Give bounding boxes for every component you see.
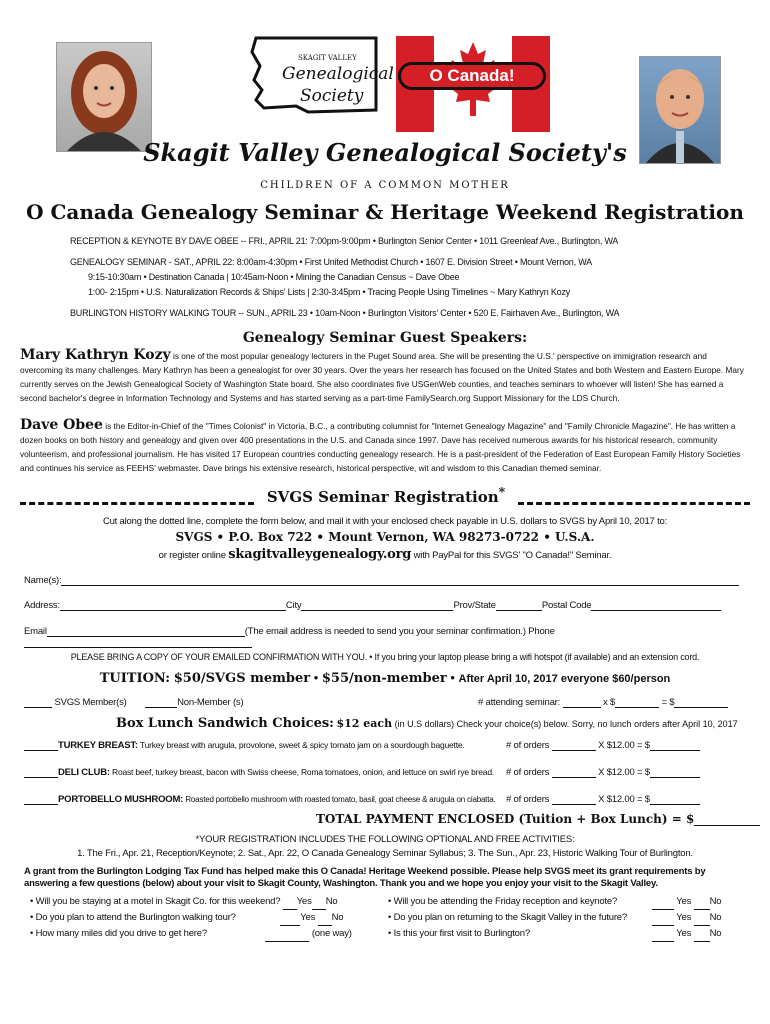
survey-q2: Do you plan to attend the Burlington walking tour? (35, 912, 236, 923)
lunch-row-portobello (24, 794, 746, 805)
schedule-seminar-3: 1:00- 2:15pm • U.S. Naturalization Records & Ships' Lists | 2:30-3:45pm • Tracing People Using Timelines ~ Mary Kathryn Kozy (88, 287, 571, 297)
survey-q5: Do you plan on returning to the Skagit Valley in the future? (393, 912, 627, 923)
lunch-orders-label-deli: # of orders (506, 767, 550, 778)
email-field[interactable] (47, 626, 245, 637)
speaker-photo-mary-kathryn-kozy (56, 42, 152, 152)
cut-instructions: Cut along the dotted line, complete the form below, and mail it with your enclosed check payable in U.S. dollars to SVGS by April 10, 2017 to: (102, 516, 668, 527)
schedule-seminar-2: 9:15-10:30am • Destination Canada | 10:45am-Noon • Mining the Canadian Census ~ Dave Obee (88, 272, 460, 282)
lunch-total-field-portobello[interactable] (650, 794, 700, 805)
online-suffix: with PayPal for this SVGS' "O Canada!" Seminar. (413, 550, 612, 561)
lunch-orders-label-portobello: # of orders (506, 794, 550, 805)
q1-no-field[interactable] (312, 899, 326, 910)
o-canada-banner (398, 62, 546, 90)
attending-count-field[interactable] (563, 697, 601, 708)
lunch-check-turkey[interactable] (24, 740, 58, 751)
main-title: O Canada Genealogy Seminar & Heritage Weekend Registration (26, 200, 744, 224)
society-title: Skagit Valley Genealogical Society's (143, 138, 627, 167)
survey-q1: Will you be staying at a motel in Skagit Co. for this weekend? (35, 896, 281, 907)
lunch-name-portobello: PORTOBELLO MUSHROOM: (58, 794, 184, 805)
registration-asterisk: * (498, 484, 506, 499)
names-field[interactable] (61, 575, 739, 586)
survey-q4-row: • Will you be attending the Friday reception and keynote? Yes No (388, 894, 748, 910)
lunch-heading-row (116, 716, 738, 731)
logo-text-line-1: SKAGIT VALLEY (298, 54, 357, 62)
lunch-price-note: (in U.S dollars) (394, 719, 455, 729)
q4-yes-field[interactable] (652, 899, 674, 910)
tagline: CHILDREN OF A COMMON MOTHER (260, 180, 510, 191)
speakers-heading: Genealogy Seminar Guest Speakers: (242, 330, 528, 346)
lunch-total-field-deli[interactable] (650, 767, 700, 778)
online-registration (0, 547, 770, 562)
canada-flag (396, 36, 550, 132)
member-label: SVGS Member(s) (54, 697, 127, 708)
total-label: TOTAL PAYMENT ENCLOSED (Tuition + Box Lunch) = $ (316, 812, 695, 826)
lunch-price-turkey: X $12.00 = $ (598, 740, 650, 751)
q2-no-field[interactable] (318, 915, 332, 926)
included-items: 1. The Fri., Apr. 21, Reception/Keynote; 2. Sat., Apr. 22, O Canada Genealogy Seminar Syllabus; 3. The Sun., Apr. 23, Historic Walking Tour of Burlington. (77, 848, 693, 859)
cut-line-right (518, 502, 750, 505)
lunch-row-deli (24, 767, 746, 778)
names-row (24, 575, 739, 586)
lunch-orders-field-deli[interactable] (552, 767, 596, 778)
attending-total-field[interactable] (674, 697, 728, 708)
attending-price-field[interactable] (615, 697, 659, 708)
q4-no-field[interactable] (694, 899, 710, 910)
lunch-total-field-turkey[interactable] (650, 740, 700, 751)
nonmember-count-field[interactable] (145, 697, 177, 708)
attending-equals: = (661, 697, 667, 708)
address-label: Address: (24, 600, 60, 611)
lunch-price-portobello: X $12.00 = $ (598, 794, 650, 805)
q5-yes: Yes (676, 912, 692, 923)
mailing-address: SVGS • P.O. Box 722 • Mount Vernon, WA 98273-0722 • U.S.A. (175, 530, 595, 544)
schedule-walking-tour: BURLINGTON HISTORY WALKING TOUR -- SUN., APRIL 23 • 10am-Noon • Burlington Visitors' Center • 520 E. Fairhaven Ave., Burlington, WA (70, 308, 620, 318)
speaker-bio-mkk (20, 348, 750, 405)
q1-yes: Yes (296, 896, 312, 907)
email-label: Email (24, 626, 47, 637)
lunch-desc-portobello: Roasted portobello mushroom with roasted tomato, basil, goat cheese & arugula on ciabatta. (185, 795, 496, 804)
postal-field[interactable] (591, 600, 721, 611)
o-canada-banner-text: O Canada! (429, 66, 515, 85)
tuition-label: TUITION: (99, 671, 171, 686)
lunch-row-turkey (24, 740, 746, 751)
attending-label: # attending seminar: (478, 697, 561, 708)
q6-yes: Yes (676, 928, 692, 939)
q1-no: No (325, 896, 338, 907)
q5-yes-field[interactable] (652, 915, 674, 926)
q3-miles-field[interactable] (265, 931, 309, 942)
website-link[interactable]: skagitvalleygenealogy.org (228, 547, 412, 562)
q5-no: No (709, 912, 722, 923)
lunch-check-deli[interactable] (24, 767, 58, 778)
survey-q5-row: • Do you plan on returning to the Skagit Valley in the future? Yes No (388, 910, 748, 926)
speaker-name-obee: Dave Obee (20, 417, 103, 433)
lunch-instruction: Check your choice(s) below. Sorry, no lunch orders after April 10, 2017 (456, 719, 738, 729)
attendance-row (24, 697, 746, 708)
lunch-name-deli: DELI CLUB: (58, 767, 110, 778)
tuition-late: After April 10, 2017 everyone $60/person (458, 673, 671, 685)
address-field[interactable] (60, 600, 286, 611)
attending-x: x (603, 697, 608, 708)
tuition-member: $50/SVGS member (173, 671, 311, 686)
attending-dollar: $ (610, 697, 616, 708)
tuition-nonmember: $55/non-member (321, 671, 447, 686)
survey-q3-row: • How many miles did you drive to get here? (one way) (30, 926, 380, 942)
province-label: Prov/State (453, 600, 496, 611)
member-count-field[interactable] (24, 697, 52, 708)
survey-q1-row: • Will you be staying at a motel in Skagit Co. for this weekend? Yes No (30, 894, 380, 910)
q6-yes-field[interactable] (652, 931, 674, 942)
cut-line-left (20, 502, 254, 505)
lunch-name-turkey: TURKEY BREAST: (58, 740, 138, 751)
survey-q3: How many miles did you drive to get here? (35, 928, 207, 939)
lunch-price-deli: X $12.00 = $ (598, 767, 650, 778)
total-field[interactable] (694, 815, 760, 826)
address-row (24, 600, 721, 611)
lunch-desc-deli: Roast beef, turkey breast, bacon with Swiss cheese, Roma tomatoes, onion, and lettuce on swirl rye bread. (112, 767, 495, 777)
city-label: City (285, 600, 302, 611)
lunch-price: $12 each (336, 717, 393, 730)
registration-heading (254, 484, 518, 506)
speaker-name-mkk: Mary Kathryn Kozy (20, 347, 171, 363)
survey-left (30, 894, 380, 942)
schedule-reception: RECEPTION & KEYNOTE BY DAVE OBEE -- FRI., APRIL 21: 7:00pm-9:00pm • Burlington Senior Center • 1011 Greenleaf Ave., Burlington, WA (70, 236, 619, 246)
included-note: *YOUR REGISTRATION INCLUDES THE FOLLOWING OPTIONAL AND FREE ACTIVITIES: (195, 834, 575, 845)
lunch-orders-field-portobello[interactable] (552, 794, 596, 805)
phone-field[interactable] (24, 637, 252, 648)
q4-no: No (709, 896, 722, 907)
survey-q6-row: • Is this your first visit to Burlington? Yes No (388, 926, 748, 942)
svgs-logo (236, 30, 394, 122)
q5-no-field[interactable] (694, 915, 710, 926)
province-field[interactable] (496, 600, 542, 611)
attending-total-dollar: $ (669, 697, 675, 708)
tuition-row: TUITION: $50/SVGS member • $55/non-member • After April 10, 2017 everyone $60/person (99, 670, 671, 686)
speaker-bio-obee (20, 418, 750, 475)
email-note: (The email address is needed to send you your seminar confirmation.) Phone (244, 626, 555, 637)
q6-no-field[interactable] (694, 931, 710, 942)
survey-q6: Is this your first visit to Burlington? (393, 928, 530, 939)
survey-q2-row: • Do you plan to attend the Burlington walking tour? Yes No (30, 910, 380, 926)
online-prefix: or register online (158, 550, 226, 561)
schedule-seminar-1: GENEALOGY SEMINAR - SAT., APRIL 22: 8:00am-4:30pm • First United Methodist Church • 1607 E. Division Street • Mount Vernon, WA (70, 257, 592, 267)
confirmation-note: PLEASE BRING A COPY OF YOUR EMAILED CONFIRMATION WITH YOU. • If you bring your laptop please bring a wifi hotspot (if available) and an extension cord. (70, 652, 700, 662)
nonmember-label: Non-Member (s) (177, 697, 244, 708)
city-field[interactable] (301, 600, 453, 611)
q6-no: No (709, 928, 722, 939)
survey-right (388, 894, 748, 942)
email-row (24, 626, 770, 648)
logo-text-line-3: Society (300, 86, 364, 106)
lunch-check-portobello[interactable] (24, 794, 58, 805)
q2-yes-field[interactable] (280, 915, 300, 926)
survey-q4: Will you be attending the Friday reception and keynote? (393, 896, 618, 907)
q2-yes: Yes (300, 912, 316, 923)
lunch-desc-turkey: Turkey breast with arugula, provolone, sweet & spicy tomato jam on a sourdough baguette. (139, 740, 465, 750)
survey-intro: A grant from the Burlington Lodging Tax Fund has helped make this O Canada! Heritage Weekend possible. Please help SVGS meet its grant requirements by answering a few questions (below) about your visit to Skagit County, Washington. Thank you and we hope you enjoy your visit to the Skagit Valley. (24, 866, 706, 889)
total-row (316, 812, 760, 826)
logo-text-line-2: Genealogical (282, 64, 394, 84)
lunch-orders-field-turkey[interactable] (552, 740, 596, 751)
speaker-bio-mkk-text: is one of the most popular genealogy lecturers in the Puget Sound area. She will be presenting the U.S.' perspective on immigration research and overcoming its many challenges. Mary Kathryn has been a genealogist for over 30 years. Over the years her research has focused on the United States and both Western and Eastern Europe. Mary currently serves on the Jewish Genealogical Society of Washington State board. She also coordinates five USGenWeb counties, and teaches seminars to whoever will listen! She has earned a second bachelor's degree in Information Technology and Systems and has started serving as a part-time FamilySearch.org Support Missionary for the LDS Church. (20, 351, 744, 403)
q1-yes-field[interactable] (283, 899, 297, 910)
names-label: Name(s): (24, 575, 62, 586)
q4-yes: Yes (676, 896, 692, 907)
q3-one-way: (one way) (311, 928, 352, 939)
lunch-orders-label-turkey: # of orders (506, 740, 550, 751)
lunch-heading: Box Lunch Sandwich Choices: (116, 716, 334, 731)
postal-label: Postal Code (541, 600, 592, 611)
q2-no: No (331, 912, 344, 923)
speaker-bio-obee-text: is the Editor-in-Chief of the "Times Colonist" in Victoria, B.C., a contributing columnist for "Internet Genealogy Magazine" and "Family Chronicle Magazine". He has written a dozen books on both history and genealogy and given over 400 presentations in the U.S. and Canada since 1997. Dave has received numerous awards for his historical research, community volunteerism, and professional journalism. He has visited 17 European countries conducting genealogy research. He is a past-president of the Federation of East European Family History Societies and continues his service as FEEHS' webmaster. Dave brings his extensive research, historical perspective, wit and wisdom to this Canadian themed seminar. (20, 421, 741, 473)
registration-heading-text: SVGS Seminar Registration (266, 488, 499, 506)
